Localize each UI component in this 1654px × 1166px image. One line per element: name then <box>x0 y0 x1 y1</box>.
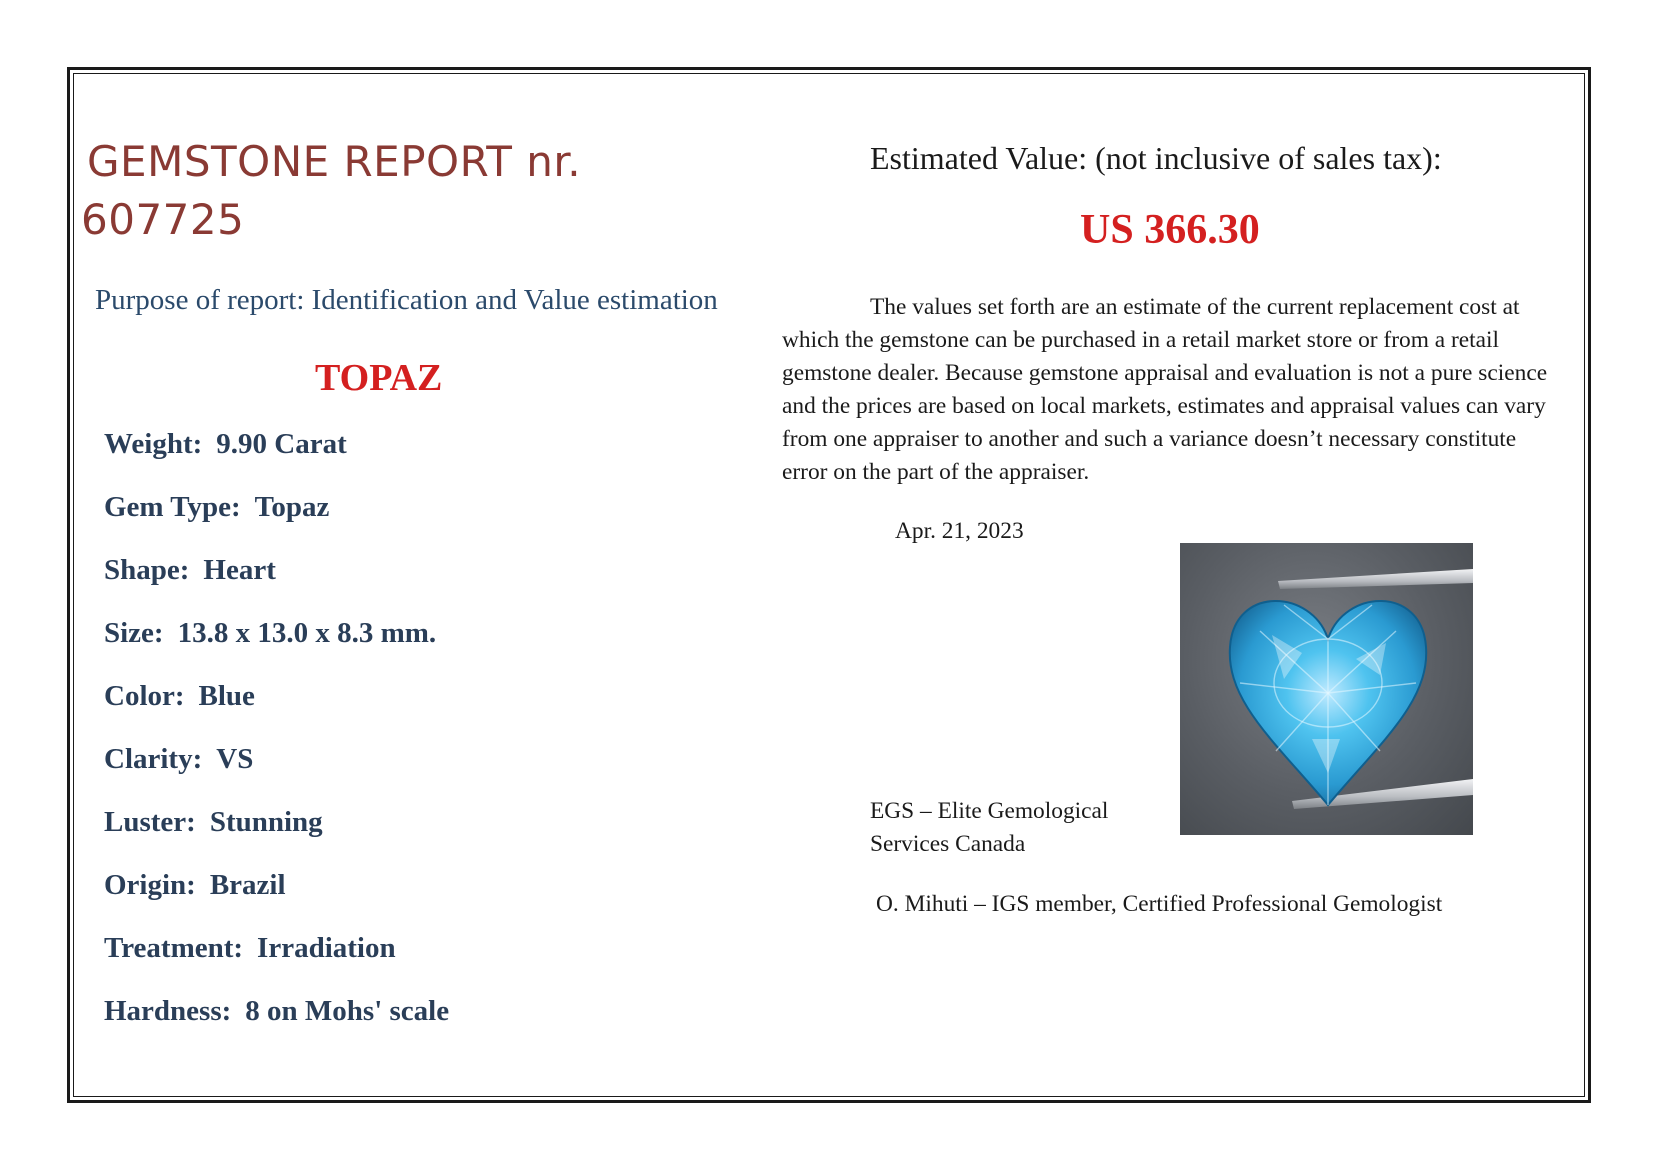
spec-value: 9.90 Carat <box>216 428 347 460</box>
spec-label: Gem Type: <box>104 491 241 523</box>
report-purpose: Purpose of report: Identification and Value estimation <box>95 284 718 316</box>
spec-shape <box>104 554 276 587</box>
estimated-value-amount: US 366.30 <box>1080 207 1260 253</box>
spec-clarity <box>104 743 253 776</box>
spec-label: Size: <box>104 617 164 649</box>
spec-color <box>104 680 255 713</box>
lab-name: EGS – Elite Gemological Services Canada <box>870 798 1109 857</box>
spec-weight <box>104 428 347 461</box>
spec-value: 8 on Mohs' scale <box>245 995 450 1027</box>
spec-label: Shape: <box>104 554 190 586</box>
estimated-value-heading: Estimated Value: (not inclusive of sales tax): <box>870 140 1442 176</box>
spec-value: Brazil <box>209 869 286 901</box>
spec-origin <box>104 869 286 902</box>
spec-label: Color: <box>104 680 185 712</box>
spec-label: Origin: <box>104 869 196 901</box>
spec-hardness <box>104 995 449 1028</box>
spec-value: Blue <box>198 680 255 712</box>
spec-value: 13.8 x 13.0 x 8.3 mm. <box>177 617 437 649</box>
spec-label: Treatment: <box>104 932 244 964</box>
spec-value: Topaz <box>254 491 330 523</box>
spec-value: Stunning <box>209 806 323 838</box>
gem-name-heading: TOPAZ <box>315 357 443 399</box>
spec-gem-type <box>104 491 329 524</box>
spec-label: Hardness: <box>104 995 232 1027</box>
report-title: GEMSTONE REPORT nr. <box>87 137 582 186</box>
spec-label: Clarity: <box>104 743 203 775</box>
spec-size <box>104 617 436 650</box>
spec-treatment <box>104 932 396 965</box>
spec-value: VS <box>216 743 254 775</box>
spec-label: Luster: <box>104 806 196 838</box>
signatory: O. Mihuti – IGS member, Certified Professional Gemologist <box>876 891 1443 917</box>
spec-luster <box>104 806 323 839</box>
spec-label: Weight: <box>104 428 203 460</box>
report-date: Apr. 21, 2023 <box>895 518 1024 544</box>
spec-value: Heart <box>203 554 276 586</box>
valuation-disclaimer: The values set forth are an estimate of the current replacement cost at which the gemstone can be purchased in a retail market store or from a retail gemstone dealer. Because gemstone appraisal and evaluation is not a pure science and the prices are based on local markets, estimates and appraisal values can vary from one appraiser to another and such a variance doesn’t necessary constitute error on the part of the appraiser. <box>782 294 1548 485</box>
gemstone-photo <box>1180 543 1473 835</box>
report-number: 607725 <box>81 195 245 244</box>
spec-value: Irradiation <box>257 932 396 964</box>
